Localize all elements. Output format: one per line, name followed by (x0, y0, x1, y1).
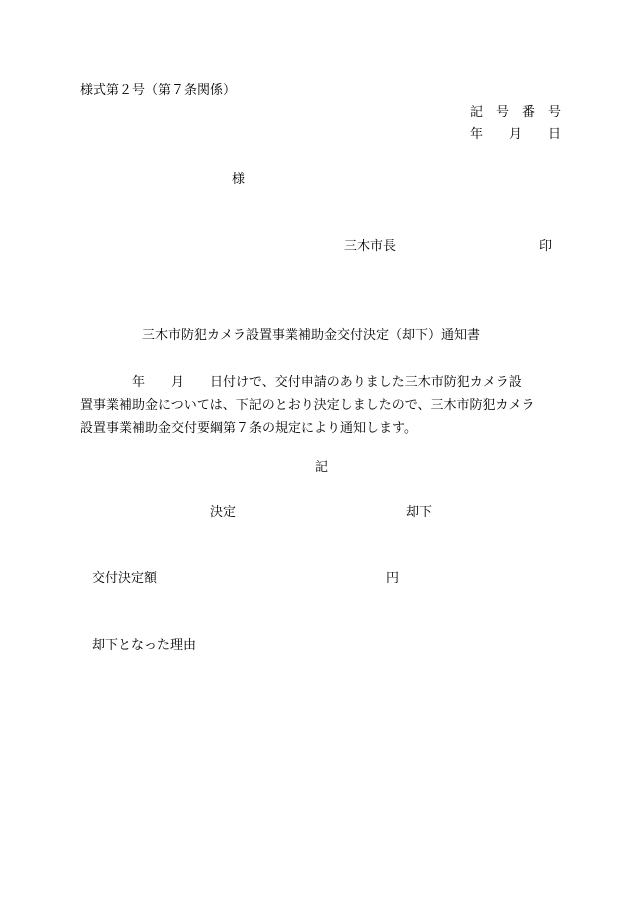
grant-amount-label: 交付決定額 (92, 571, 158, 586)
body-line-2: 置事業補助金については、下記のとおり決定しましたので、三木市防犯カメラ (80, 398, 535, 413)
date-label: 年 月 日 (470, 127, 562, 142)
decision-approve: 決定 (210, 505, 237, 520)
sender-name: 三木市長 (344, 239, 397, 254)
body-text (80, 371, 580, 440)
body-line-1: 年 月 日付けで、交付申請のありました三木市防犯カメラ設 (80, 375, 522, 390)
document-number-label: 記 号 番 号 (470, 105, 562, 120)
seal-mark: 印 (539, 239, 553, 254)
body-line-3: 設置事業補助金交付要綱第７条の規定により通知します。 (80, 421, 417, 436)
document-title: 三木市防犯カメラ設置事業補助金交付決定（却下）通知書 (142, 328, 481, 343)
rejection-reason-label: 却下となった理由 (92, 638, 197, 653)
yen-unit: 円 (386, 571, 400, 586)
addressee-suffix: 様 (232, 172, 246, 187)
ki-heading: 記 (315, 460, 329, 475)
form-label: 様式第２号（第７条関係） (80, 83, 237, 98)
decision-reject: 却下 (406, 505, 433, 520)
